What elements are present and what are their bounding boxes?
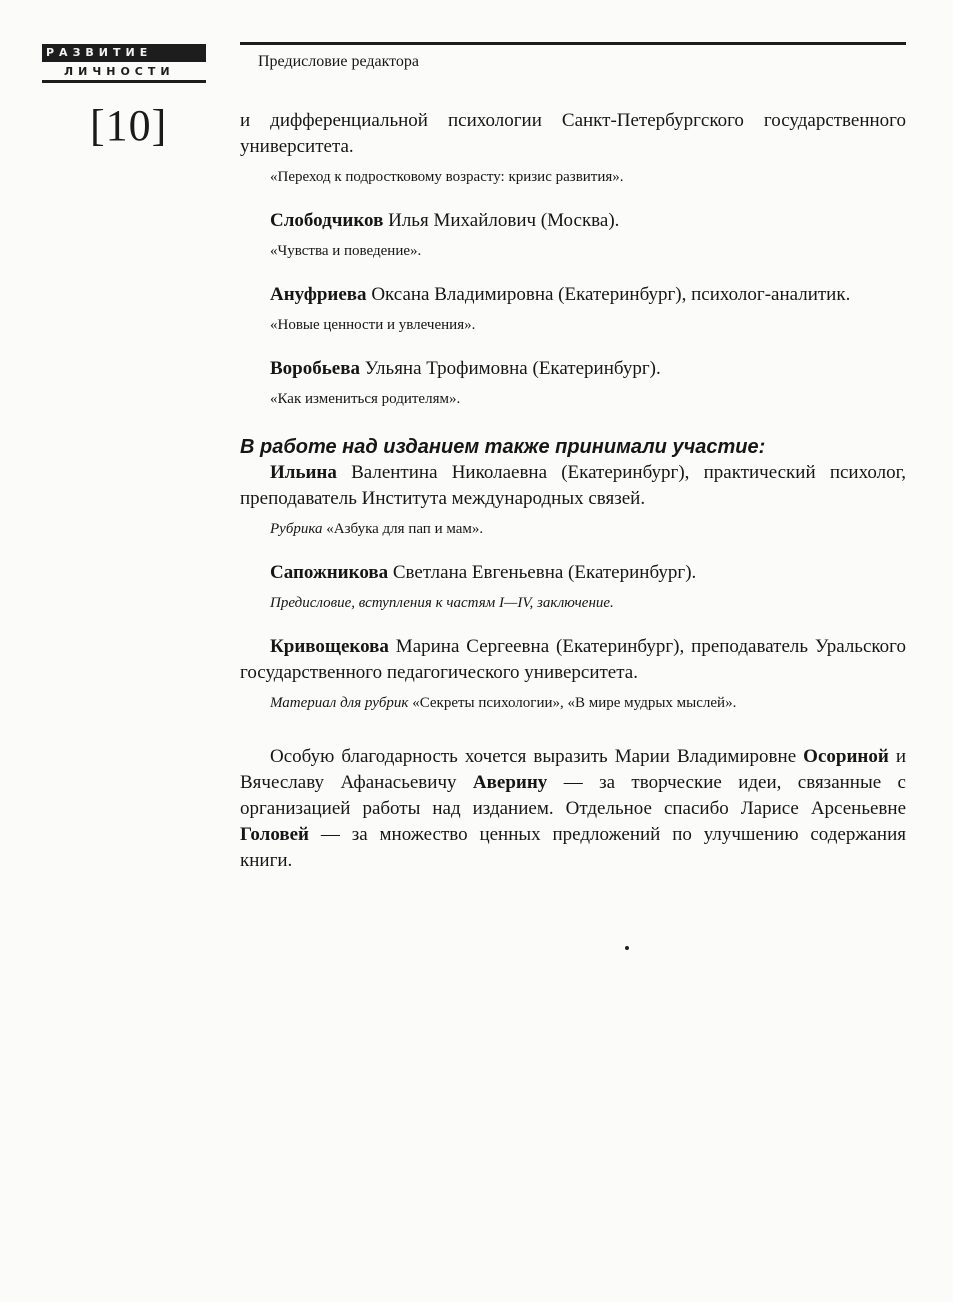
contributor-entry [240, 356, 906, 410]
contributor-work: «Как измениться родителям». [270, 391, 461, 407]
participant-name: Сапожникова [270, 562, 389, 583]
contributor-entry [240, 282, 906, 336]
participant-entry [240, 460, 906, 540]
running-head-title: Предисловие редактора [258, 53, 420, 70]
intro-text: и дифференциальной психологии Санкт-Петербургского государственного университета. [240, 110, 906, 157]
series-title-line1: РАЗВИТИЕ [42, 44, 206, 62]
thanks-name-golovey: Головей [240, 824, 309, 845]
stray-mark [625, 946, 629, 950]
participant-work: к частям I—IV, заключение. [431, 595, 614, 611]
participant-name: Ильина [270, 462, 337, 483]
thanks-name-averin: Аверину [472, 772, 548, 793]
page-number: [10] [90, 101, 168, 150]
participant-role-label: Предисловие, вступления [270, 595, 432, 611]
series-label [42, 44, 206, 83]
contributor-details: Илья Михайлович (Москва). [383, 210, 620, 231]
contributor-details: Ульяна Трофимовна (Екатеринбург). [359, 358, 661, 379]
thanks-text: Особую благодарность хочется выразить Марии Владимировне [270, 746, 804, 767]
thanks-text: и Вячеславу Афанасьевичу [240, 746, 906, 793]
thanks-text: — за творческие идеи, связанные с организацией работы над изданием. Отдельное спасибо Ларисе Арсеньевне [240, 772, 906, 819]
participant-details: Валентина Николаевна (Екатеринбург), практический психолог, преподаватель Института международных связей. [240, 462, 906, 509]
participant-entry [240, 634, 906, 714]
participant-work: «Секреты психологии», «В мире мудрых мыслей». [408, 695, 737, 711]
contributor-details: Оксана Владимировна (Екатеринбург), психолог-аналитик. [366, 284, 851, 305]
participant-details: Светлана Евгеньевна (Екатеринбург). [388, 562, 697, 583]
participant-role-label: Материал для рубрик [270, 695, 409, 711]
participant-role-label: Рубрика [270, 521, 323, 537]
contributor-work: «Чувства и поведение». [270, 243, 422, 259]
participant-details: Марина Сергеевна (Екатеринбург), преподаватель Уральского государственного педагогического университета. [240, 636, 906, 683]
intro-work: «Переход к подростковому возрасту: кризис развития». [270, 169, 624, 185]
thanks-text: — за множество ценных предложений по улучшению содержания книги. [240, 824, 906, 871]
contributor-work: «Новые ценности и увлечения». [270, 317, 476, 333]
contributor-name: Воробьева [270, 358, 360, 379]
contributor-name: Слободчиков [270, 210, 384, 231]
series-title-line2: ЛИЧНОСТИ [42, 62, 206, 83]
thanks-name-osorina: Осориной [803, 746, 889, 767]
contributor-name: Ануфриева [270, 284, 367, 305]
page-body [240, 108, 906, 874]
participant-entry [240, 560, 906, 614]
running-head [240, 42, 906, 71]
bleed-through-background [240, 880, 906, 1280]
contributor-entry [240, 208, 906, 262]
participant-name: Кривощекова [270, 636, 389, 657]
participant-work: «Азбука для пап и мам». [322, 521, 484, 537]
section-heading: В работе над изданием также принимали участие: [240, 436, 766, 458]
acknowledgements-paragraph [240, 744, 906, 874]
